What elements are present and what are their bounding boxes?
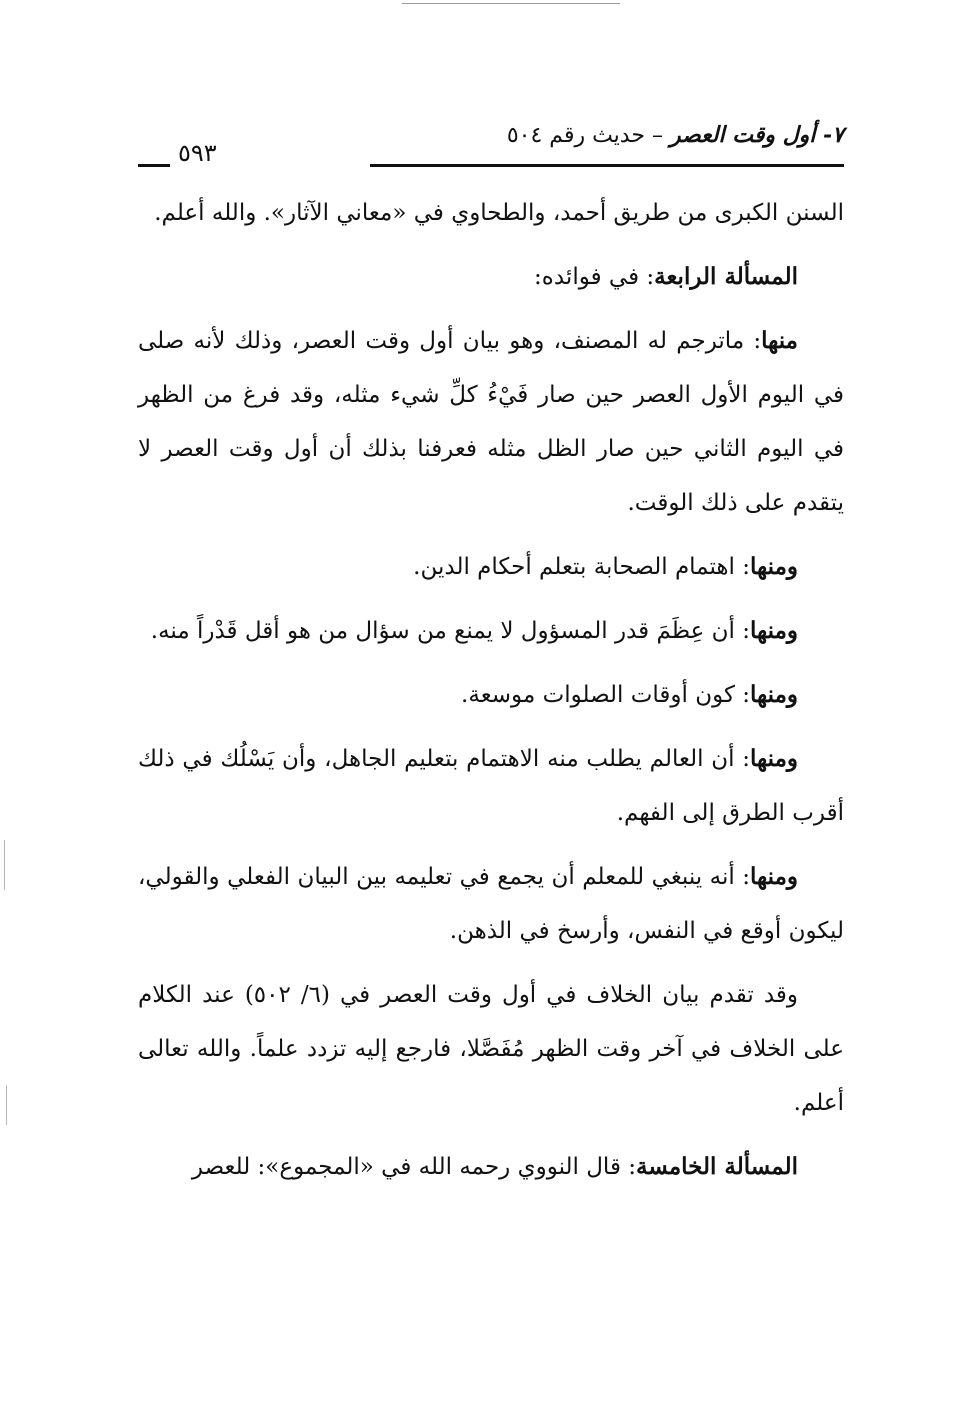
page-body: [138, 186, 844, 1204]
issue-title: المسألة الرابعة: [654, 263, 798, 290]
section-heading-fifth-issue: المسألة الخامسة: قال النووي رحمه الله في «المجموع»: للعصر: [191, 1153, 798, 1180]
cross-reference-paragraph: وقد تقدم بيان الخلاف في أول وقت العصر في (٦/ ٥٠٢) عند الكلام على الخلاف في آخر وقت الظهر مُفَصَّلا، فارجع إليه تزدد علماً. والله تعالى أعلم.: [138, 982, 844, 1116]
benefit-paragraph: ومنها: اهتمام الصحابة بتعلم أحكام الدين.: [413, 553, 798, 580]
top-edge-rule: [402, 3, 620, 4]
benefit-lead: ومنها: [750, 553, 798, 580]
page-number: ٥٩٣: [178, 139, 217, 167]
benefit-lead: ومنها: [750, 617, 798, 644]
benefit-paragraph: منها: ماترجم له المصنف، وهو بيان أول وقت العصر، وذلك لأنه صلى في اليوم الأول العصر حين صار فَيْءُ كلِّ شيء مثله، وقد فرغ من الظهر في اليوم الثاني حين صار الظل مثله فعرفنا بذلك أن أول وقت العصر لا يتقدم على ذلك الوقت.: [138, 327, 844, 516]
benefit-lead: منها: [761, 327, 798, 354]
benefit-paragraph: ومنها: أن العالم يطلب منه الاهتمام بتعليم الجاهل، وأن يَسْلُك في ذلك أقرب الطرق إلى الفهم.: [138, 745, 844, 826]
paragraph-continuation: السنن الكبرى من طريق أحمد، والطحاوي في «معاني الآثار». والله أعلم.: [154, 200, 844, 226]
benefit-lead: ومنها: [750, 745, 798, 772]
issue-title: المسألة الخامسة: [636, 1153, 798, 1180]
benefit-lead: ومنها: [750, 863, 798, 890]
left-margin-mark: [4, 840, 5, 890]
hadith-reference: – حديث رقم ٥٠٤: [506, 123, 663, 148]
running-title: [507, 120, 844, 151]
page-number-dash: [138, 164, 170, 167]
page-header: [138, 120, 844, 168]
header-rule: [370, 164, 844, 167]
benefit-paragraph: ومنها: كون أوقات الصلوات موسعة.: [461, 681, 798, 708]
benefit-paragraph: ومنها: أن عِظَمَ قدر المسؤول لا يمنع من سؤال من هو أقل قَدْراً منه.: [150, 617, 798, 644]
section-heading-fourth-issue: المسألة الرابعة: في فوائده:: [534, 263, 798, 290]
left-margin-mark-lower: [6, 1085, 7, 1125]
chapter-title: ٧- أول وقت العصر: [669, 122, 844, 148]
benefit-paragraph: ومنها: أنه ينبغي للمعلم أن يجمع في تعليمه بين البيان الفعلي والقولي، ليكون أوقع في النفس، وأرسخ في الذهن.: [138, 863, 844, 944]
benefit-lead: ومنها: [750, 681, 798, 708]
